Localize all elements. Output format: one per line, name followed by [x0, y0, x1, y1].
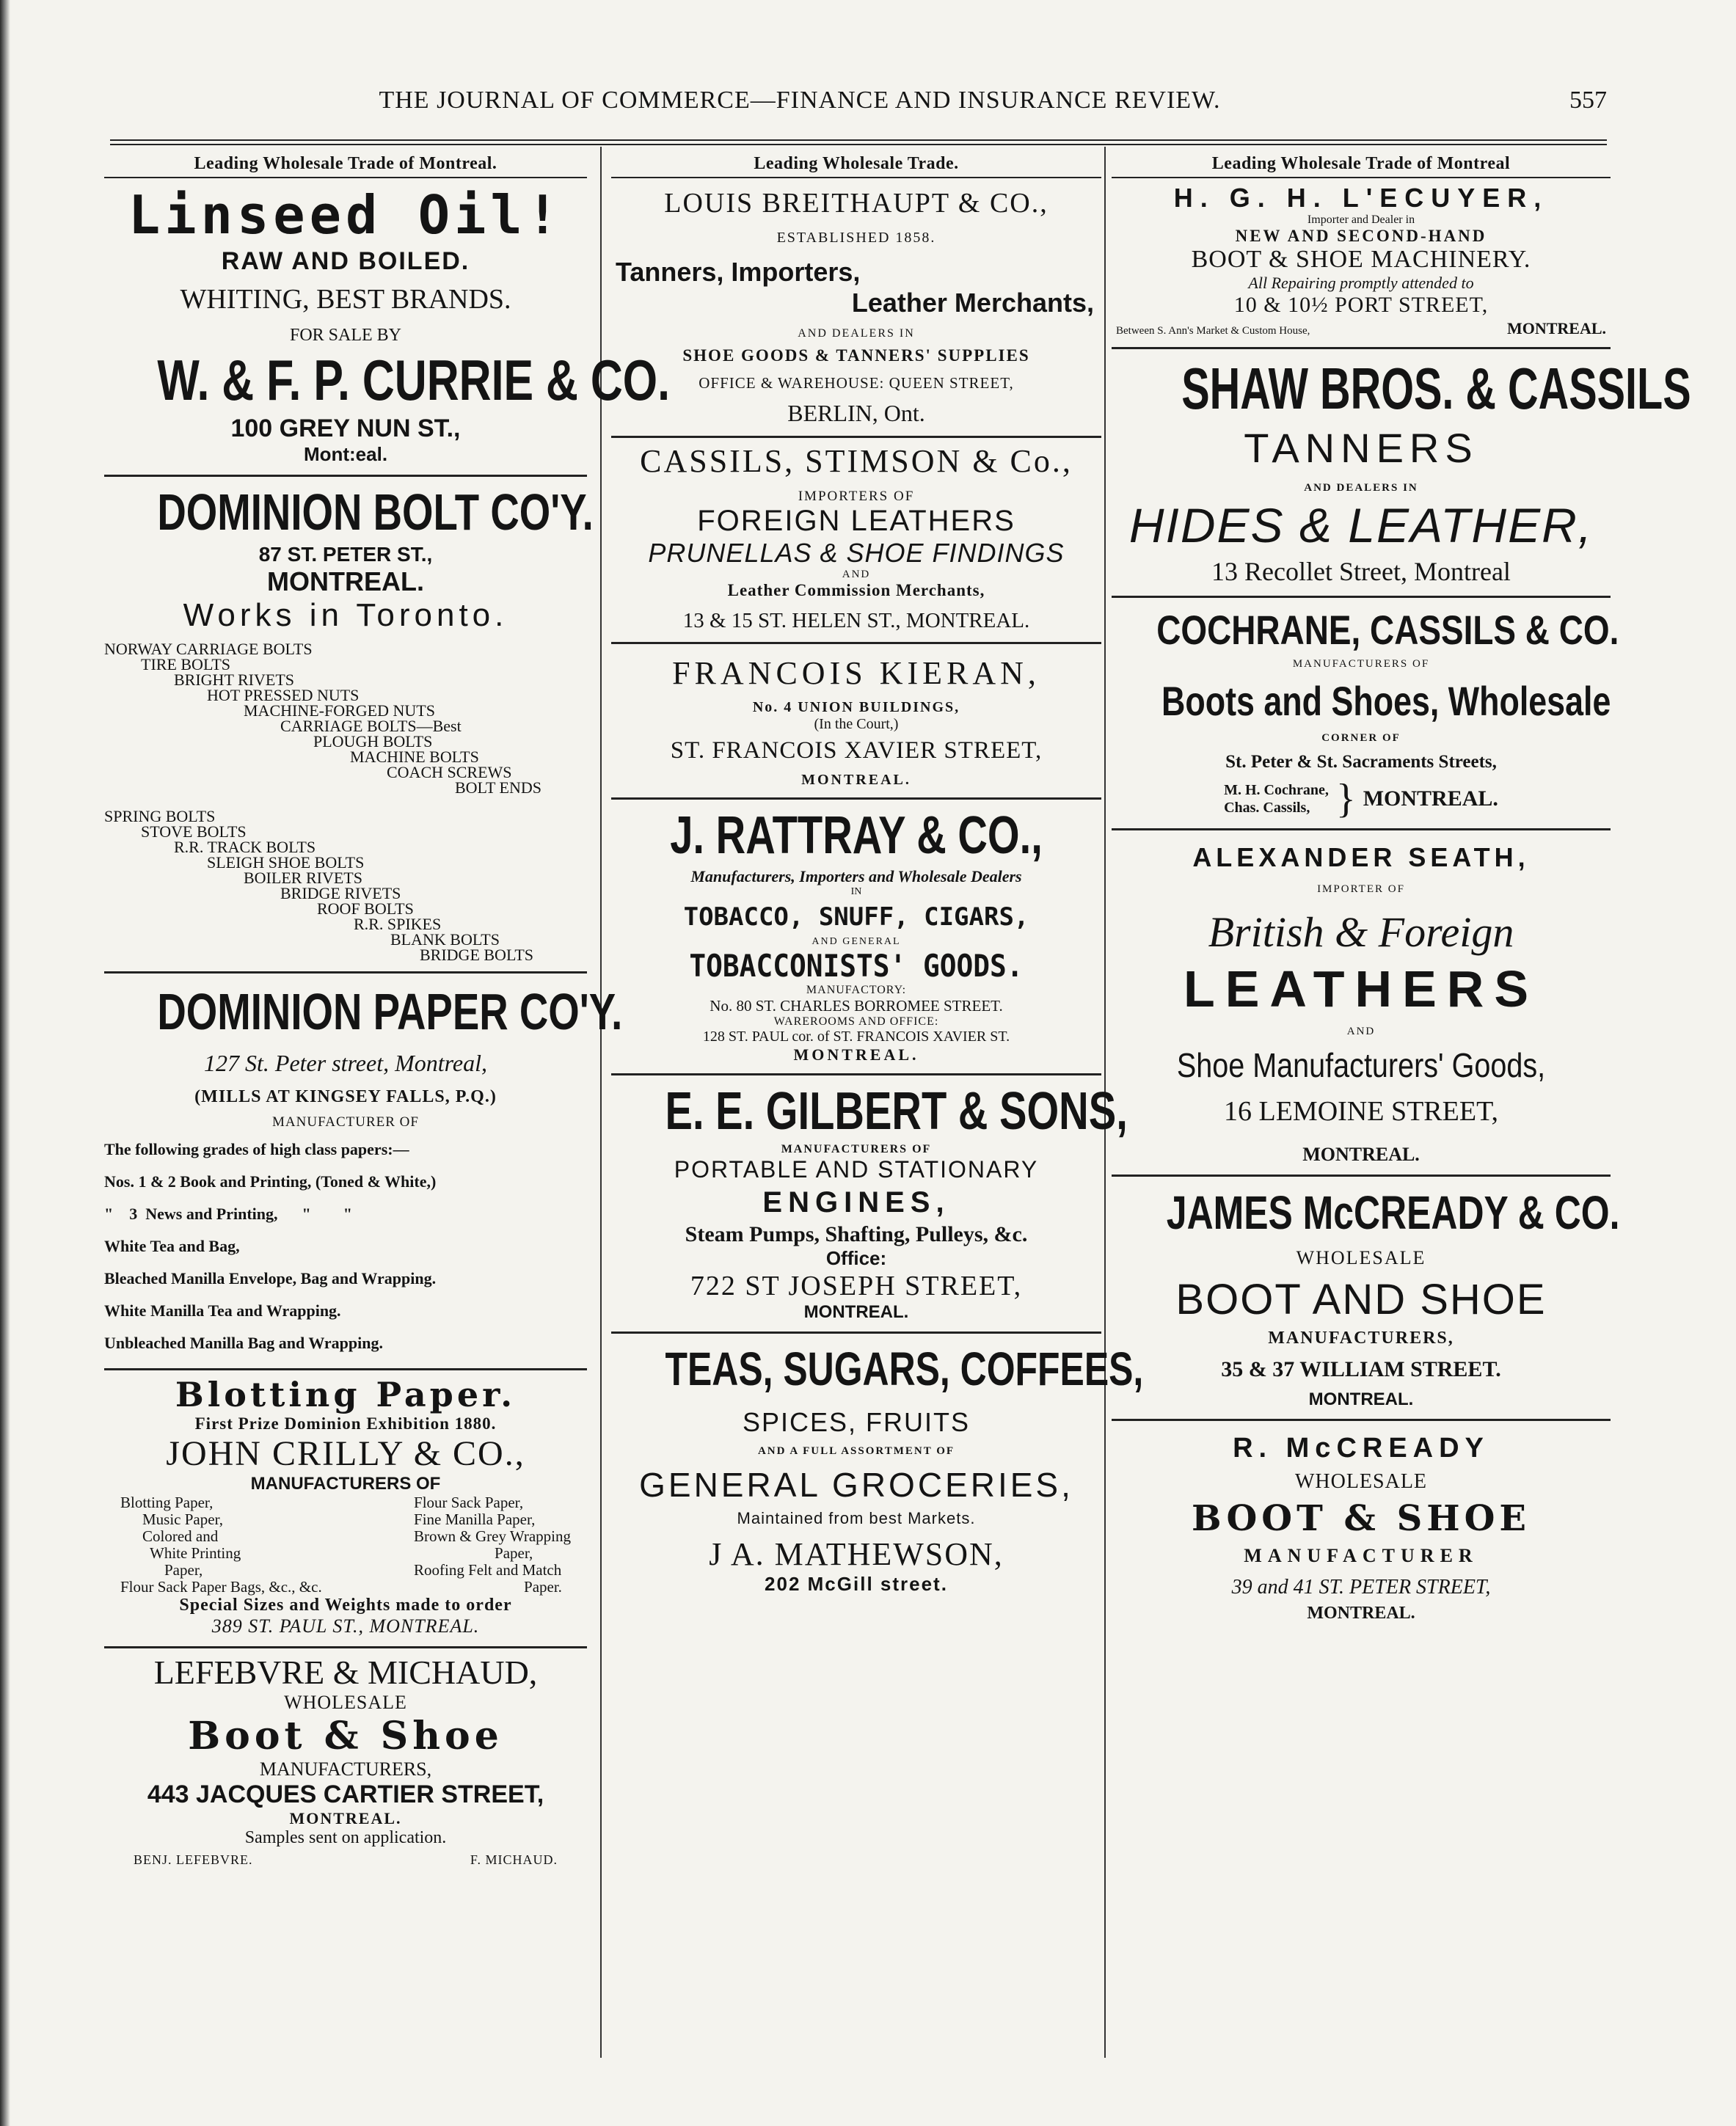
ad-line: IMPORTER OF — [1317, 883, 1405, 895]
column-rule — [600, 147, 602, 2058]
ad-line: Leather Commission Merchants, — [727, 581, 985, 599]
ad-line: MANUFACTURERS OF — [250, 1474, 441, 1494]
ad-line: Steam Pumps, Shafting, Pulleys, &c. — [685, 1222, 1028, 1246]
product-list — [120, 1494, 322, 1596]
ad-kieran — [611, 644, 1101, 800]
ad-firm: SHAW BROS. & CASSILS — [1181, 356, 1691, 421]
ad-firm: LEFEBVRE & MICHAUD, — [153, 1654, 538, 1691]
ad-line: MANUFACTURERS OF — [781, 1143, 932, 1155]
list-item: BOLT ENDS — [455, 778, 541, 797]
ad-line: Between S. Ann's Market & Custom House, — [1116, 325, 1310, 337]
list-item: SLEIGH SHOE BOLTS — [207, 853, 365, 872]
ad-line: GENERAL GROCERIES, — [639, 1466, 1073, 1504]
list-item: Bleached Manilla Envelope, Bag and Wrapping. — [104, 1269, 437, 1287]
section-heading: Leading Wholesale Trade. — [754, 154, 959, 173]
ad-city: MONTREAL. — [1506, 319, 1606, 337]
ad-line: MANUFACTURERS, — [259, 1758, 432, 1780]
list-item: BRIGHT RIVETS — [174, 671, 294, 689]
ad-dominion-bolt — [104, 477, 594, 973]
ad-mathewson — [611, 1334, 1144, 1604]
ad-line: TANNERS — [1244, 425, 1478, 471]
list-item: White Manilla Tea and Wrapping. — [104, 1301, 341, 1320]
list-item: White Tea and Bag, — [104, 1237, 240, 1255]
ad-address: 389 ST. PAUL ST., MONTREAL. — [211, 1615, 480, 1637]
ad-address: 10 & 10½ PORT STREET, — [1233, 293, 1489, 317]
ad-line: WHITING, BEST BRANDS. — [180, 284, 511, 315]
ad-city: MONTREAL. — [803, 1302, 909, 1322]
ad-lefebvre — [104, 1648, 587, 1877]
ad-firm: J A. MATHEWSON, — [709, 1536, 1004, 1572]
list-item: BRIDGE BOLTS — [420, 946, 534, 964]
ad-title: Linseed Oil! — [128, 184, 564, 246]
cochrane-partners — [1112, 776, 1611, 822]
partner-name: Chas. Cassils, — [1224, 800, 1310, 816]
ad-gilbert — [611, 1075, 1128, 1334]
lecuyer-footer — [1112, 318, 1611, 338]
ad-address: 100 GREY NUN ST., — [230, 414, 461, 442]
ad-line: AND GENERAL — [812, 936, 901, 947]
list-item: Music Paper, — [142, 1511, 223, 1528]
list-item: NORWAY CARRIAGE BOLTS — [104, 640, 313, 658]
list-item: MACHINE-FORGED NUTS — [244, 701, 435, 720]
ad-line: SHOE GOODS & TANNERS' SUPPLIES — [682, 346, 1030, 365]
page-number: 557 — [1569, 87, 1607, 114]
ad-cassils-stimson — [611, 438, 1101, 644]
list-item: BOILER RIVETS — [244, 869, 362, 887]
ad-firm: JOHN CRILLY & CO., — [166, 1434, 525, 1473]
ad-address: 13 Recollet Street, Montreal — [1211, 557, 1511, 586]
ad-address: 202 McGill street. — [765, 1573, 948, 1595]
list-item: Blotting Paper, — [120, 1494, 214, 1511]
list-item: SPRING BOLTS — [104, 807, 216, 825]
list-item: The following grades of high class papers:— — [104, 1140, 409, 1158]
ad-city: MONTREAL. — [1363, 786, 1498, 811]
ad-address: 722 ST JOSEPH STREET, — [690, 1271, 1023, 1301]
ad-line: SPICES, FRUITS — [742, 1407, 971, 1437]
partner-name: F. MICHAUD. — [470, 1852, 558, 1867]
ad-breithaupt — [611, 177, 1101, 438]
list-item: Roofing Felt and Match — [414, 1561, 562, 1579]
ad-firm: COCHRANE, CASSILS & CO. — [1156, 607, 1619, 653]
ad-firm: FRANCOIS KIERAN, — [672, 655, 1040, 691]
ad-line: Works in Toronto. — [183, 597, 508, 633]
ad-title: Blotting Paper. — [175, 1375, 517, 1414]
partner-list — [1224, 781, 1329, 817]
ad-line: ENGINES, — [762, 1186, 950, 1219]
ad-line: Boots and Shoes, Wholesale — [1161, 678, 1611, 724]
ad-line: IN — [850, 886, 862, 897]
ad-address: OFFICE & WAREHOUSE: QUEEN STREET, — [699, 374, 1014, 392]
ad-firm: H. G. H. L'ECUYER, — [1173, 183, 1549, 213]
list-item: Flour Sack Paper Bags, &c., &c. — [120, 1578, 322, 1596]
ad-r-mccready — [1112, 1421, 1611, 1632]
ad-line: MANUFACTURER — [1244, 1545, 1478, 1566]
ad-line: First Prize Dominion Exhibition 1880. — [194, 1414, 497, 1433]
list-item: R.R. SPIKES — [354, 915, 442, 933]
list-item: Paper, — [495, 1544, 533, 1562]
ad-line: MANUFACTURERS OF — [1292, 658, 1430, 670]
page-header — [110, 87, 1607, 131]
ad-line: Leather Merchants, — [851, 288, 1094, 318]
ad-address: 127 St. Peter street, Montreal, — [204, 1050, 487, 1076]
ad-line: BOOT AND SHOE — [1175, 1276, 1547, 1323]
list-item: Paper, — [164, 1561, 203, 1579]
ad-address: 443 JACQUES CARTIER STREET, — [147, 1780, 544, 1808]
ad-line: Importer and Dealer in — [1307, 213, 1415, 226]
partners-row — [104, 1848, 587, 1868]
list-item: Paper. — [524, 1578, 562, 1596]
ad-address: 16 LEMOINE STREET, — [1224, 1096, 1498, 1127]
ad-crilly — [104, 1370, 587, 1648]
ad-line: All Repairing promptly attended to — [1248, 274, 1474, 292]
ad-city: MONTREAL. — [1308, 1389, 1414, 1409]
list-item: Fine Manilla Paper, — [414, 1511, 536, 1528]
ad-firm: DOMINION PAPER CO'Y. — [157, 983, 623, 1040]
ad-rattray — [611, 800, 1101, 1075]
ad-line: WHOLESALE — [1294, 1470, 1428, 1493]
ad-currie — [104, 177, 671, 477]
list-item: Unbleached Manilla Bag and Wrapping. — [104, 1334, 384, 1352]
ad-line: MANUFACTURER OF — [272, 1114, 419, 1130]
list-item: Brown & Grey Wrapping — [414, 1527, 571, 1545]
ad-city: MONTREAL. — [267, 566, 424, 596]
ad-address: No. 80 ST. CHARLES BORROMEE STREET. — [710, 997, 1003, 1015]
column-2 — [611, 147, 1144, 2058]
ad-lecuyer — [1112, 177, 1611, 349]
ad-line: BOOT & SHOE MACHINERY. — [1191, 246, 1531, 273]
column-3 — [1112, 147, 1691, 2058]
ad-line: AND A FULL ASSORTMENT OF — [757, 1445, 955, 1457]
ad-line: PRUNELLAS & SHOE FINDINGS — [648, 538, 1065, 568]
list-item: PLOUGH BOLTS — [313, 732, 433, 750]
ad-line: FOR SALE BY — [289, 326, 402, 345]
ad-line: (In the Court,) — [814, 716, 899, 732]
header-rule-2 — [110, 144, 1607, 145]
ad-shaw — [1112, 349, 1691, 598]
binding-edge — [0, 0, 10, 2126]
ad-line: Tanners, Importers, — [616, 257, 861, 287]
list-item: ROOF BOLTS — [317, 899, 414, 918]
ad-cochrane — [1112, 598, 1619, 830]
ad-line: LEATHERS — [1183, 960, 1539, 1018]
ad-line: WHOLESALE — [1296, 1247, 1426, 1268]
ad-line: MANUFACTURERS, — [1268, 1329, 1454, 1348]
list-item: R.R. TRACK BOLTS — [174, 838, 316, 856]
ad-city: MONTREAL. — [1302, 1144, 1420, 1165]
ad-line: AND DEALERS IN — [798, 327, 915, 340]
ad-city: MONTREAL. — [289, 1809, 402, 1827]
ad-line: WAREROOMS AND OFFICE: — [773, 1015, 939, 1028]
list-item: STOVE BOLTS — [141, 822, 247, 841]
ad-address: 39 and 41 ST. PETER STREET, — [1231, 1576, 1491, 1599]
ad-line: Manufacturers, Importers and Wholesale Dealers — [690, 867, 1022, 885]
ad-line: Shoe Manufacturers' Goods, — [1176, 1046, 1546, 1084]
ad-line: MANUFACTORY: — [806, 984, 907, 996]
ad-line: ESTABLISHED 1858. — [776, 230, 936, 246]
ad-firm: JAMES McCREADY & CO. — [1166, 1186, 1620, 1239]
ad-city: BERLIN, Ont. — [787, 400, 925, 426]
ad-line: TEAS, SUGARS, COFFEES, — [665, 1343, 1144, 1395]
list-item: White Printing — [150, 1544, 241, 1562]
ad-line: Special Sizes and Weights made to order — [179, 1596, 512, 1615]
ad-firm: J. RATTRAY & CO., — [670, 806, 1043, 865]
ad-seath — [1112, 830, 1611, 1177]
ad-firm: R. McCREADY — [1233, 1433, 1489, 1464]
list-item: COACH SCREWS — [387, 763, 512, 781]
ad-line: TOBACCO, SNUFF, CIGARS, — [683, 902, 1029, 932]
ad-line: PORTABLE AND STATIONARY — [674, 1156, 1039, 1183]
list-item: TIRE BOLTS — [141, 655, 231, 673]
ad-city: MONTREAL. — [793, 1045, 919, 1064]
ad-line: Samples sent on application. — [244, 1828, 447, 1847]
ad-line: Maintained from best Markets. — [737, 1509, 976, 1527]
ad-firm: W. & F. P. CURRIE & CO. — [157, 348, 671, 412]
ad-line: Office: — [825, 1247, 887, 1269]
ad-address: 87 ST. PETER ST., — [258, 543, 433, 566]
ad-line: HIDES & LEATHER, — [1128, 498, 1594, 552]
ad-line: IMPORTERS OF — [798, 489, 915, 504]
ad-address: 13 & 15 ST. HELEN ST., MONTREAL. — [682, 609, 1030, 632]
ad-line: (MILLS AT KINGSEY FALLS, P.Q.) — [194, 1087, 497, 1106]
ad-address: 35 & 37 WILLIAM STREET. — [1221, 1357, 1501, 1381]
list-item: MACHINE BOLTS — [350, 748, 479, 766]
brace: } — [1335, 776, 1356, 822]
list-item: BRIDGE RIVETS — [280, 884, 401, 902]
ad-line: AND — [842, 569, 871, 580]
ad-city: MONTREAL. — [801, 772, 911, 788]
section-heading: Leading Wholesale Trade of Montreal. — [194, 154, 497, 173]
list-item: " 3 News and Printing, " " — [104, 1205, 352, 1223]
paper-grades — [104, 1133, 587, 1359]
ad-city: Mont:eal. — [303, 443, 388, 465]
ad-firm: DOMINION BOLT CO'Y. — [157, 483, 594, 541]
ad-line: NEW AND SECOND-HAND — [1235, 227, 1487, 245]
list-item: Colored and — [142, 1527, 219, 1545]
ad-line: AND — [1346, 1026, 1376, 1037]
product-list — [414, 1494, 571, 1596]
ad-product: Boot & Shoe — [188, 1714, 503, 1758]
list-item: Flour Sack Paper, — [414, 1494, 524, 1511]
ad-address: ST. FRANCOIS XAVIER STREET, — [670, 737, 1043, 764]
ad-line: FOREIGN LEATHERS — [697, 505, 1015, 537]
ad-line: RAW AND BOILED. — [221, 247, 470, 275]
partner-name: M. H. Cochrane, — [1224, 782, 1329, 798]
section-heading: Leading Wholesale Trade of Montreal — [1211, 154, 1511, 173]
ad-line: AND DEALERS IN — [1304, 482, 1418, 494]
ad-firm: CASSILS, STIMSON & Co., — [640, 443, 1073, 479]
header-rule — [110, 139, 1607, 141]
partner-name: BENJ. LEFEBVRE. — [134, 1852, 253, 1867]
ad-firm: ALEXANDER SEATH, — [1192, 842, 1530, 872]
ad-city: MONTREAL. — [1307, 1604, 1415, 1623]
ad-line: WHOLESALE — [284, 1692, 407, 1713]
ad-line: BOOT & SHOE — [1192, 1498, 1531, 1539]
list-item: CARRIAGE BOLTS—Best — [280, 717, 462, 735]
ad-line: No. 4 UNION BUILDINGS, — [752, 699, 960, 715]
ad-line: TOBACCONISTS' GOODS. — [689, 948, 1024, 984]
bolt-list — [104, 641, 587, 962]
ad-line: CORNER OF — [1321, 732, 1401, 744]
journal-title: THE JOURNAL OF COMMERCE—FINANCE AND INSURANCE REVIEW. — [379, 87, 1221, 114]
ad-james-mccready — [1112, 1177, 1620, 1421]
column-1 — [104, 147, 671, 2058]
ad-line: British & Foreign — [1208, 908, 1514, 956]
ad-firm: LOUIS BREITHAUPT & CO., — [664, 188, 1048, 219]
list-item: Nos. 1 & 2 Book and Printing, (Toned & White,) — [104, 1172, 437, 1191]
list-item: HOT PRESSED NUTS — [207, 686, 360, 704]
ad-address: 128 ST. PAUL cor. of ST. FRANCOIS XAVIER ST. — [702, 1029, 1010, 1045]
ad-firm: E. E. GILBERT & SONS, — [665, 1082, 1128, 1141]
ad-dominion-paper — [104, 973, 623, 1370]
list-item: BLANK BOLTS — [390, 930, 500, 949]
crilly-products — [104, 1494, 587, 1596]
ad-address: St. Peter & St. Sacraments Streets, — [1225, 752, 1497, 772]
